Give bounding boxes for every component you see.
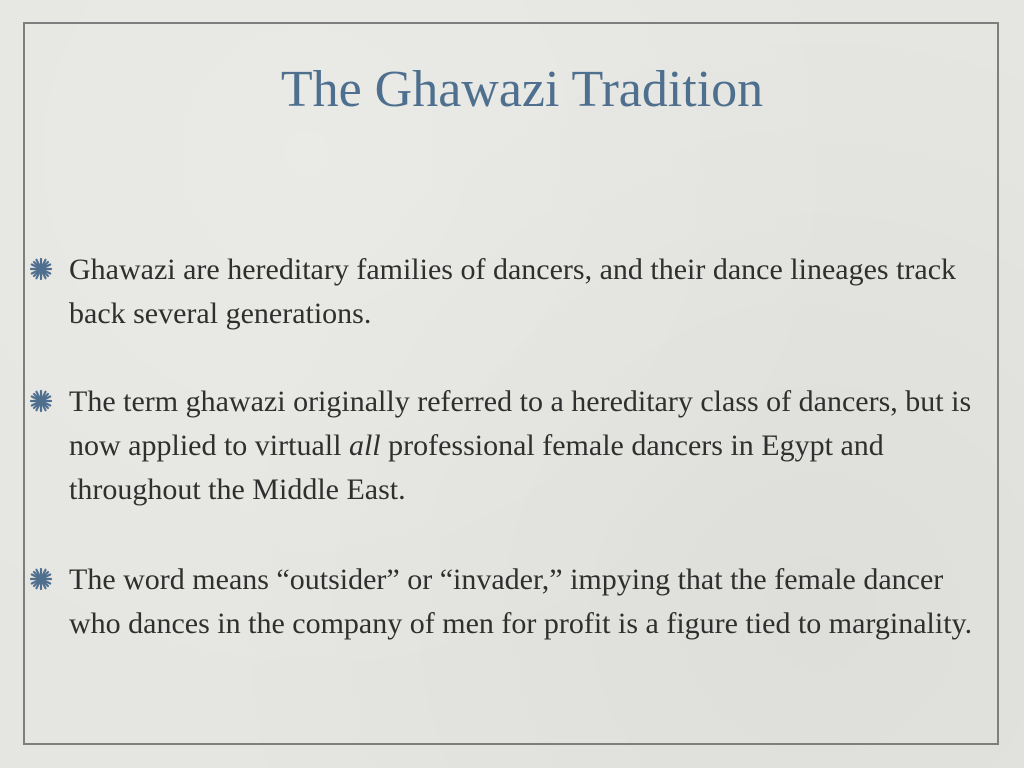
asterisk-bullet-icon	[29, 389, 53, 413]
bullet-text-before: The term ghawazi originally referred to a hereditary class of dancers, but is now applied to virtuall	[69, 385, 972, 462]
bullet-text	[69, 380, 999, 512]
bullet-text-italic: all	[348, 429, 381, 462]
asterisk-bullet-icon	[29, 567, 53, 591]
asterisk-bullet-icon	[29, 257, 53, 281]
bullet-text	[69, 558, 999, 646]
bullet-text-main: Ghawazi are hereditary families of dancers, and their dance lineages track back several generations.	[69, 253, 957, 330]
bullet-text-after: professional female dancers in Egypt and throughout the Middle East.	[69, 429, 884, 506]
bullet-text-main: The word means “outsider” or “invader,” impying that the female dancer who dances in the company of men for profit is a figure tied to marginality.	[69, 563, 973, 640]
bullet-text	[69, 248, 999, 336]
slide-title: The Ghawazi Tradition	[280, 61, 764, 118]
